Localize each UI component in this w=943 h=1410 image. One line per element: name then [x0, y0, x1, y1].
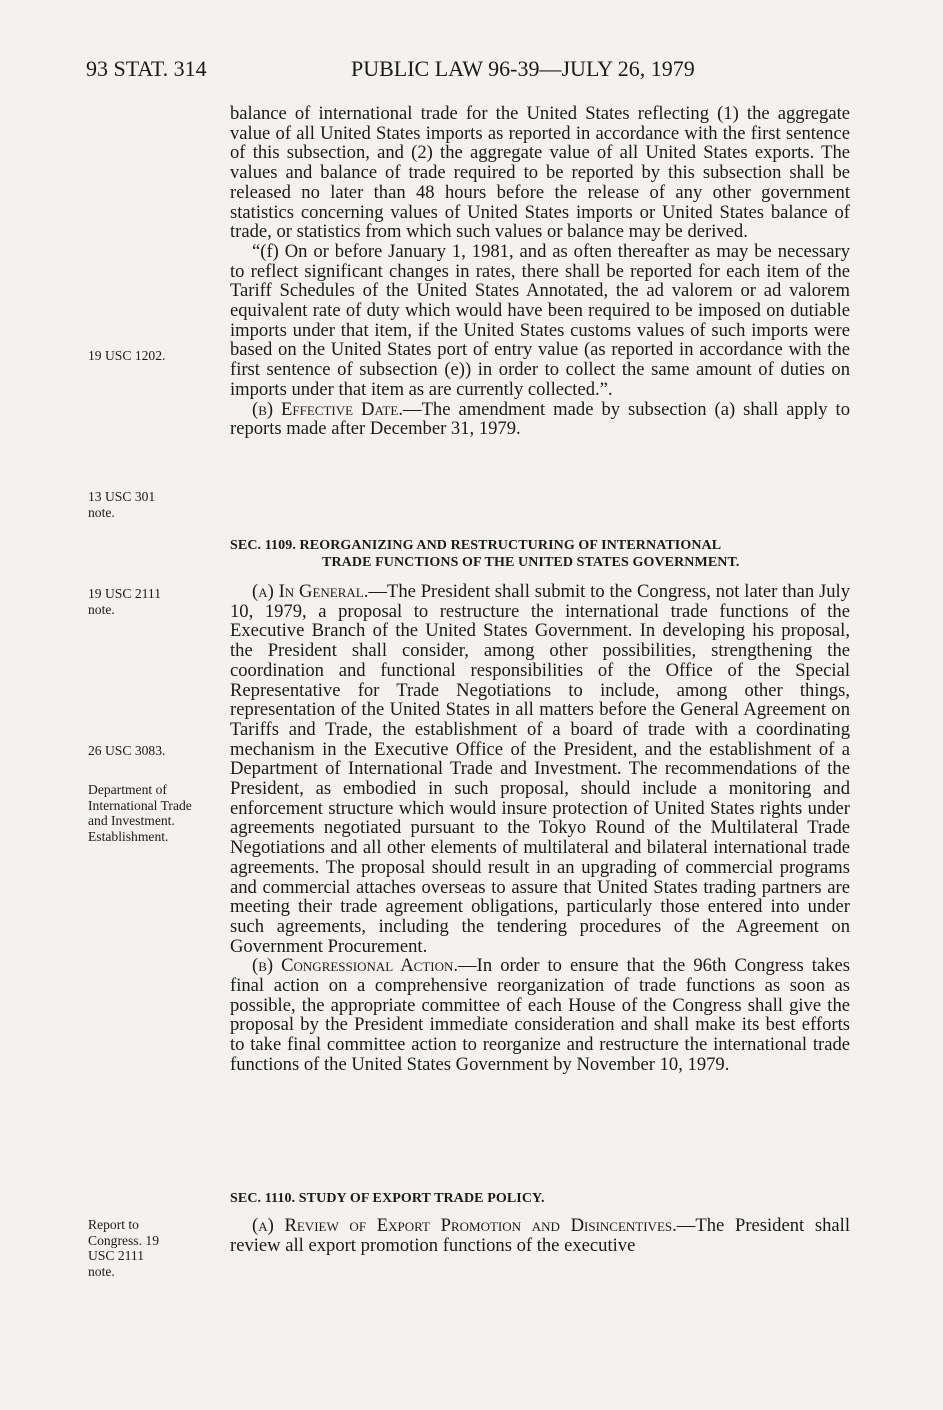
margin-note-department-establishment: Department of International Trade and Investment. Establishment.: [88, 782, 192, 844]
paragraph-review-export-promotion: [230, 1216, 850, 1255]
margin-note-13usc301: 13 USC 301 note.: [88, 489, 156, 520]
paragraph-effective-date: [230, 400, 850, 439]
law-title: PUBLIC LAW 96-39—JULY 26, 1979: [351, 56, 695, 81]
effective-date-text: —The amendment made by subsection (a) shall apply to reports made after December 31, 1979.: [230, 398, 850, 440]
paragraph-trade-balance: balance of international trade for the United States reflecting (1) the aggregate value of all United States imports as reported in accordance with the first sentence of this subsection, and (2) the aggregate value of all United States exports. The values and balance of trade required to be reported by this subsection shall be released no later than 48 hours before the release of any other government statistics concerning values of United States imports or United States balance of trade, or statistics from which such values or balance may be derived.: [230, 103, 850, 243]
section-1109-heading-line1: SEC. 1109. REORGANIZING AND RESTRUCTURING OF INTERNATIONAL: [230, 538, 722, 553]
review-export-heading: (a) Review of Export Promotion and Disincentives.: [252, 1215, 677, 1236]
in-general-heading: (a) In General.: [252, 581, 369, 602]
margin-note-report-to-congress: Report to Congress. 19 USC 2111 note.: [88, 1217, 159, 1279]
review-export-text: —The President shall review all export promotion functions of the executive: [230, 1215, 850, 1256]
main-text-block-2: [230, 582, 850, 1075]
margin-note-26usc3083: 26 USC 3083.: [88, 743, 166, 758]
effective-date-heading: (b) Effective Date.: [252, 398, 403, 420]
paragraph-in-general: [230, 582, 850, 956]
in-general-text: —The President shall submit to the Congress, not later than July 10, 1979, a proposal to restructure the international trade functions of the Executive Branch of the United States Government. In developing his proposal, the President shall consider, among other possibilities, strengthening the coordination and functional responsibilities of the Office of the Special Representative for Trade Negotiations to include, among other things, representation of the United States in all matters before the General Agreement on Tariffs and Trade, the establishment of a board of trade with a coordinating mechanism in the Executive Office of the President, and the establishment of a Department of International Trade and Investment. The recommendations of the President, as embodied in such proposal, should include a monitoring and enforcement structure which would insure protection of United States rights under agreements negotiated pursuant to the Tokyo Round of the Multilateral Trade Negotiations and all other elements of multilateral and bilateral international trade agreements. The proposal should result in an upgrading of commercial programs and commercial attaches overseas to assure that United States trading partners are meeting their trade agreement obligations, particularly those entered into under such agreements, including the tendering procedures of the Agreement on Government Procurement.: [230, 581, 850, 957]
congressional-action-text: —In order to ensure that the 96th Congress takes final action on a comprehensive reorganization of trade functions as soon as possible, the appropriate committee of each House of the Congress shall give the proposal by the President immediate consideration and shall make its best efforts to take final committee action to reorganize and restructure the international trade functions of the United States Government by November 10, 1979.: [230, 955, 850, 1075]
main-text-block-3: [230, 1216, 850, 1255]
main-text-block-1: [230, 104, 850, 439]
paragraph-congressional-action: [230, 956, 850, 1074]
margin-note-19usc1202: 19 USC 1202.: [88, 348, 166, 363]
stat-page-number: 93 STAT. 314: [86, 56, 207, 81]
page-header: [86, 56, 856, 86]
section-1110-heading: SEC. 1110. STUDY OF EXPORT TRADE POLICY.: [230, 1191, 545, 1206]
section-1109-heading: [230, 537, 850, 571]
margin-note-19usc2111: 19 USC 2111 note.: [88, 586, 162, 617]
section-1109-heading-line2: TRADE FUNCTIONS OF THE UNITED STATES GOVERNMENT.: [322, 555, 740, 570]
paragraph-subsection-f: “(f) On or before January 1, 1981, and as often thereafter as may be necessary to reflect significant changes in rates, there shall be reported for each item of the Tariff Schedules of the United States Annotated, the ad valorem or ad valorem equivalent rate of duty which would have been required to be imposed on dutiable imports under that item, if the United States customs values of such imports were based on the United States port of entry value (as reported in accordance with the first sentence of subsection (e)) in order to collect the same amount of duties on imports under that item as are currently collected.”.: [230, 240, 850, 400]
congressional-action-heading: (b) Congressional Action.: [252, 955, 459, 977]
